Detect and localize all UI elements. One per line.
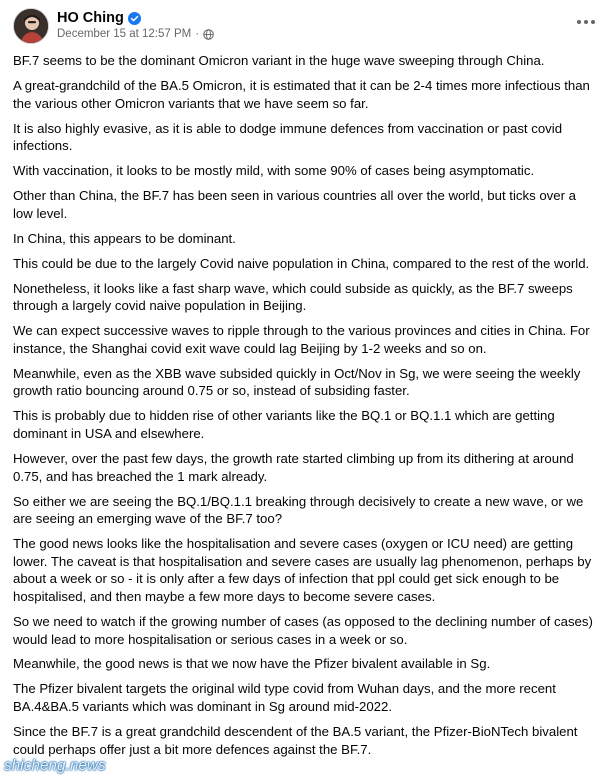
post-paragraph: A great-grandchild of the BA.5 Omicron, it is estimated that it can be 2-4 times more infectious than the various other Omicron variants that we have seem so far. xyxy=(13,77,590,111)
avatar-image xyxy=(14,9,49,44)
post-paragraph: So either we are seeing the BQ.1/BQ.1.1 breaking through decisively to create a new wave, or we are seeing an emerging wave of the BF.7 too? xyxy=(13,493,584,527)
watermark: shicheng.news xyxy=(4,757,106,774)
post-paragraph: BF.7 seems to be the dominant Omicron variant in the huge wave sweeping through China. xyxy=(13,53,545,68)
post-paragraph: This could be due to the largely Covid naive population in China, compared to the rest of the world. xyxy=(13,255,590,271)
post-paragraph: Since the BF.7 is a great grandchild descendent of the BA.5 variant, the Pfizer-BioNTech bivalent could perhaps offer just a bit more defences against the BF.7. xyxy=(13,724,578,757)
author-name-row xyxy=(57,10,141,26)
post-paragraph: With vaccination, it looks to be mostly mild, with some 90% of cases being asymptomatic. xyxy=(13,163,535,179)
more-options-icon[interactable] xyxy=(575,14,597,24)
post-paragraph: Nonetheless, it looks like a fast sharp wave, which could subside as quickly, as the BF.7 sweeps through a largely covid naive population in Beijing. xyxy=(13,280,573,314)
post-paragraph: Other than China, the BF.7 has been seen in various countries all over the world, but ticks over a low level. xyxy=(13,188,576,221)
post-paragraph: In China, this appears to be dominant. xyxy=(13,230,236,246)
author-name[interactable]: HO Ching xyxy=(57,10,124,26)
post-date[interactable]: December 15 at 12:57 PM xyxy=(57,28,192,40)
post-paragraph: So we need to watch if the growing number of cases (as opposed to the declining number of cases) would lead to more hospitalisation or serious cases in a week or so. xyxy=(13,613,593,647)
globe-icon[interactable] xyxy=(203,29,214,40)
verified-badge-icon xyxy=(128,12,141,25)
post-paragraph: This is probably due to hidden rise of other variants like the BQ.1 or BQ.1.1 which are getting dominant in USA and elsewhere. xyxy=(13,408,555,441)
post-body xyxy=(13,52,599,766)
post-paragraph: The Pfizer bivalent targets the original wild type covid from Wuhan days, and the more recent BA.4&BA.5 variants which was dominant in Sg around mid-2022. xyxy=(13,681,556,715)
post-paragraph: It is also highly evasive, as it is able to dodge immune defences from vaccination or past covid infections. xyxy=(13,120,563,154)
post-paragraph: The good news looks like the hospitalisation and severe cases (oxygen or ICU need) are getting lower. The caveat is that hospitalisation and severe cases are usually lag phenomenon, perhaps by about a week or so - it is only after a few days of infection that ppl could get sick enough to be hospitalised, and then maybe a few more days to become severe cases. xyxy=(13,536,592,604)
post-paragraph: Meanwhile, even as the XBB wave subsided quickly in Oct/Nov in Sg, we were seeing the weekly growth ratio bouncing around 0.75 or so, instead of subsiding faster. xyxy=(13,365,581,399)
post-paragraph: We can expect successive waves to ripple through to the various provinces and cities in China. For instance, the Shanghai covid exit wave could lag Beijing by 1-2 weeks and so on. xyxy=(13,323,590,356)
meta-separator: · xyxy=(195,28,200,40)
post-paragraph: However, over the past few days, the growth rate started climbing up from its dithering at around 0.75, and has breached the 1 mark already. xyxy=(13,450,574,484)
post-meta xyxy=(57,28,214,40)
author-avatar[interactable] xyxy=(13,8,49,44)
post-paragraph: Meanwhile, the good news is that we now have the Pfizer bivalent available in Sg. xyxy=(13,656,491,672)
post-header xyxy=(13,8,597,44)
